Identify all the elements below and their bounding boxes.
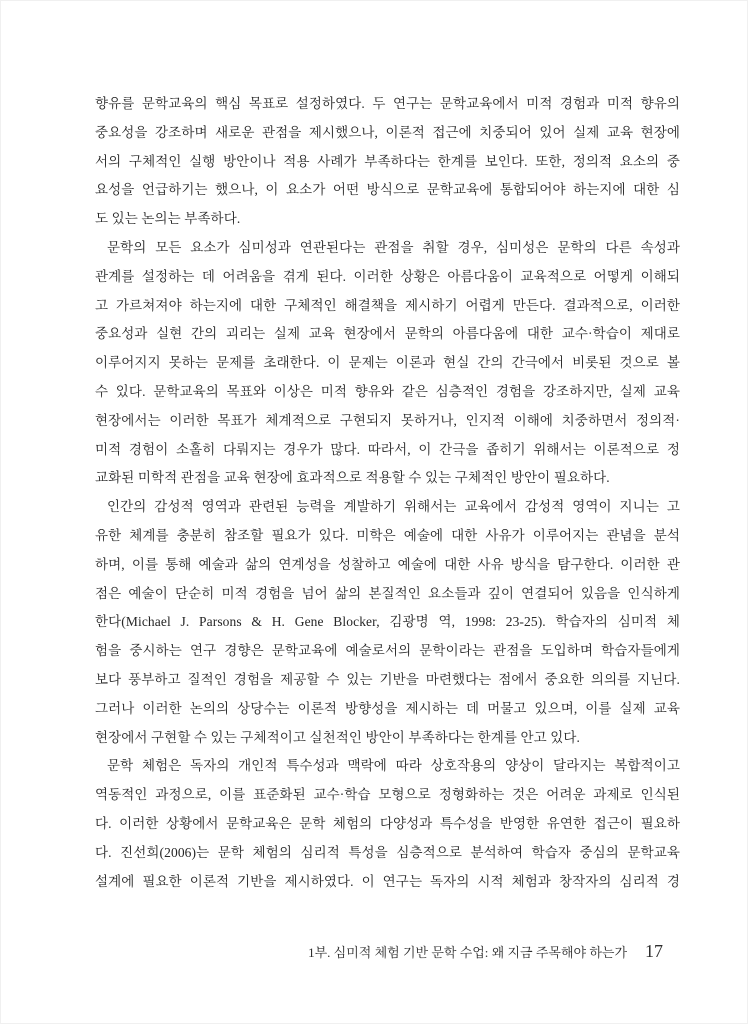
text-line: 도 있는 논의는 부족하다. xyxy=(95,211,241,227)
text-line: 그러나 이러한 논의의 상당수는 이론적 방향성을 제시하는 데 머물고 있으며, 이를 실제 교육 xyxy=(95,700,680,716)
text-line: 교화된 미학적 관점을 교육 현장에 효과적으로 적용할 수 있는 구체적인 방안이 필요하다. xyxy=(95,470,610,486)
text-line: 문학의 모든 요소가 심미성과 연관된다는 관점을 취할 경우, 심미성은 문학의 다른 속성과 xyxy=(107,239,680,255)
page-number: 17 xyxy=(645,941,663,961)
text-line: 현장에서 구현할 수 있는 구체적이고 실천적인 방안이 부족하다는 한계를 안고 있다. xyxy=(95,729,581,745)
text-line: 인간의 감성적 영역과 관련된 능력을 계발하기 위해서는 교육에서 감성적 영역이 지니는 고 xyxy=(107,499,680,515)
running-title: 1부. 심미적 체험 기반 문학 수업: 왜 지금 주목해야 하는가 xyxy=(308,945,627,960)
text-line: 문학 체험은 독자의 개인적 특수성과 맥락에 따라 상호작용의 양상이 달라지는 복합적이고 xyxy=(107,758,680,774)
text-line: 설계에 필요한 이론적 기반을 제시하였다. 이 연구는 독자의 시적 체험과 창작자의 심리적 경 xyxy=(95,873,680,889)
text-line: 하며, 이를 통해 예술과 삶의 연계성을 성찰하고 예술에 대한 사유 방식을 탐구한다. 이러한 관 xyxy=(95,556,680,572)
text-line: 미적 경험이 소홀히 다뤄지는 경우가 많다. 따라서, 이 간극을 좁히기 위해서는 이론적으로 정 xyxy=(95,441,680,457)
paragraph-4 xyxy=(95,752,680,896)
text-line: 점은 예술이 단순히 미적 경험을 넘어 삶의 본질적인 요소들과 깊이 연결되어 있음을 인식하게 xyxy=(95,585,680,601)
text-line: 고 가르쳐져야 하는지에 대한 구체적인 해결책을 제시하기 어렵게 만든다. 결과적으로, 이러한 xyxy=(95,297,680,313)
text-line: 수 있다. 문학교육의 목표와 이상은 미적 향유와 같은 심층적인 경험을 강조하지만, 실제 교육 xyxy=(95,383,680,399)
text-line: 유한 체계를 충분히 참조할 필요가 있다. 미학은 예술에 대한 사유가 이루어지는 관념을 분석 xyxy=(95,527,680,543)
paragraph-2 xyxy=(95,234,680,493)
paragraph-3 xyxy=(95,493,680,752)
text-line: 험을 중시하는 연구 경향은 문학교육에 예술로서의 문학이라는 관점을 도입하며 학습자들에게 xyxy=(95,643,680,659)
paragraph-1 xyxy=(95,90,680,234)
text-line: 한다(Michael J. Parsons & H. Gene Blocker, 김광명 역, 1998: 23-25). 학습자의 심미적 체 xyxy=(95,614,680,630)
text-line: 역동적인 과정으로, 이를 표준화된 교수·학습 모형으로 정형화하는 것은 어려운 과제로 인식된 xyxy=(95,787,680,803)
page-body xyxy=(95,90,680,896)
text-line: 다. 진선희(2006)는 문학 체험의 심리적 특성을 심층적으로 분석하여 학습자 중심의 문학교육 xyxy=(95,844,680,860)
text-line: 이루어지지 못하는 문제를 초래한다. 이 문제는 이론과 현실 간의 간극에서 비롯된 것으로 볼 xyxy=(95,355,680,371)
text-line: 요성을 언급하기는 했으나, 이 요소가 어떤 방식으로 문학교육에 통합되어야 하는지에 대한 심 xyxy=(95,182,680,198)
text-line: 서의 구체적인 실행 방안이나 적용 사례가 부족하다는 한계를 보인다. 또한, 정의적 요소의 중 xyxy=(95,153,680,169)
text-line: 중요성을 강조하며 새로운 관점을 제시했으나, 이론적 접근에 치중되어 있어 실제 교육 현장에 xyxy=(95,124,680,140)
text-line: 관계를 설정하는 데 어려움을 겪게 된다. 이러한 상황은 아름다움이 교육적으로 어떻게 이해되 xyxy=(95,268,680,284)
text-line: 중요성과 실현 간의 괴리는 실제 교육 현장에서 문학의 아름다움에 대한 교수·학습이 제대로 xyxy=(95,326,680,342)
text-line: 다. 이러한 상황에서 문학교육은 문학 체험의 다양성과 특수성을 반영한 유연한 접근이 필요하 xyxy=(95,815,680,831)
text-line: 향유를 문학교육의 핵심 목표로 설정하였다. 두 연구는 문학교육에서 미적 경험과 미적 향유의 xyxy=(95,96,680,111)
text-line: 보다 풍부하고 질적인 경험을 제공할 수 있는 기반을 마련했다는 점에서 중요한 의의를 지닌다. xyxy=(95,671,680,687)
text-line: 현장에서는 이러한 목표가 체계적으로 구현되지 못하거나, 인지적 이해에 치중하면서 정의적· xyxy=(95,412,680,428)
page-footer xyxy=(95,941,663,962)
